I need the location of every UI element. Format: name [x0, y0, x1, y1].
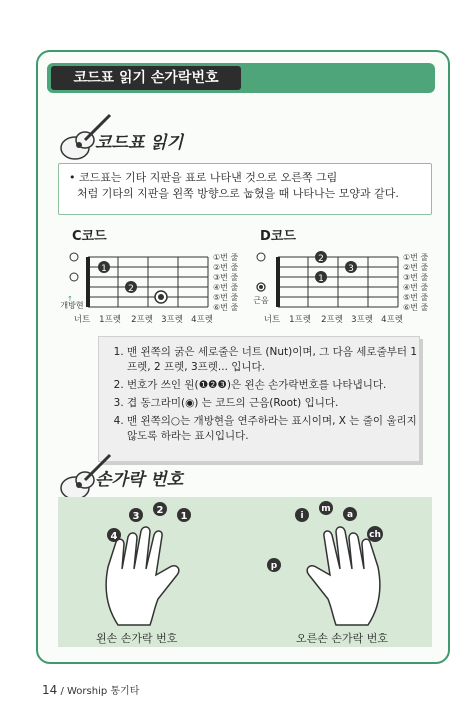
svg-text:②번 줄: ②번 줄: [403, 263, 429, 272]
root-label: 근음: [253, 296, 269, 305]
svg-text:④번 줄: ④번 줄: [213, 283, 239, 292]
svg-text:③번 줄: ③번 줄: [213, 273, 239, 282]
left-hand-label: 왼손 손가락 번호: [96, 632, 178, 645]
right-hand-label: 오른손 손가락 번호: [296, 632, 389, 645]
svg-text:너트: 너트: [73, 315, 91, 325]
page-number: 14: [42, 683, 58, 697]
footer-text: / Worship 통기타: [57, 686, 140, 697]
note-item: 2. 번호가 쓰인 원(❶❷❸)은 왼손 손가락번호를 나타냅니다.: [127, 378, 419, 393]
chord-name-d: D코드: [260, 229, 296, 244]
finger-number: 1: [318, 274, 324, 284]
open-string-label: 개방현: [60, 301, 84, 310]
svg-text:⑤번 줄: ⑤번 줄: [403, 293, 429, 302]
finger-3-icon: 3: [132, 511, 140, 522]
svg-text:3프렛: 3프렛: [351, 315, 373, 325]
svg-text:④번 줄: ④번 줄: [403, 283, 429, 292]
intro-line-2: 처럼 기타의 지판을 왼쪽 방향으로 눕혔을 때 나타나는 모양과 같다.: [77, 187, 399, 200]
finger-2-icon: 2: [156, 505, 164, 516]
hands-illustration: [58, 497, 432, 647]
section-finger-numbers: 손가락 번호: [95, 470, 184, 490]
svg-text:너트: 너트: [263, 315, 281, 325]
note-item: 3. 겹 동그라미(◉) 는 코드의 근음(Root) 입니다.: [127, 396, 419, 411]
svg-text:4프렛: 4프렛: [381, 315, 403, 325]
finger-4-icon: 4: [110, 531, 118, 542]
svg-text:②번 줄: ②번 줄: [213, 263, 239, 272]
svg-text:③번 줄: ③번 줄: [403, 273, 429, 282]
svg-text:①번 줄: ①번 줄: [403, 253, 429, 262]
svg-text:①번 줄: ①번 줄: [213, 253, 239, 262]
open-string-mark: [70, 253, 78, 261]
finger-number: 3: [348, 264, 354, 274]
finger-p-icon: p: [270, 561, 278, 571]
svg-text:2프렛: 2프렛: [131, 315, 153, 325]
note-item: 1. 맨 왼쪽의 굵은 세로줄은 너트 (Nut)이며, 그 다음 세로줄부터 1프렛, 2 프렛, 3프렛... 입니다.: [127, 345, 419, 375]
svg-text:⑥번 줄: ⑥번 줄: [213, 303, 239, 312]
page-footer: [42, 682, 139, 697]
intro-line-1: • 코드표는 기타 지판을 표로 나타낸 것으로 오른쪽 그림: [69, 171, 338, 184]
svg-text:3프렛: 3프렛: [161, 315, 183, 325]
notes-box: [98, 336, 420, 462]
svg-text:4프렛: 4프렛: [191, 315, 213, 325]
svg-text:2프렛: 2프렛: [321, 315, 343, 325]
svg-text:1프렛: 1프렛: [289, 315, 311, 325]
chord-diagram-c: [58, 245, 248, 330]
open-string-mark: [257, 253, 265, 261]
finger-number: 2: [318, 254, 324, 264]
finger-1-icon: 1: [180, 511, 188, 522]
right-hand-icon: [307, 527, 380, 625]
finger-a-icon: a: [346, 510, 354, 520]
svg-text:1프렛: 1프렛: [99, 315, 121, 325]
finger-m-icon: m: [321, 504, 331, 514]
section-chord-reading: 코드표 읽기: [95, 133, 184, 153]
chord-name-c: C코드: [72, 229, 107, 244]
svg-text:↑: ↑: [67, 295, 73, 303]
open-string-mark: [70, 273, 78, 281]
svg-text:⑥번 줄: ⑥번 줄: [403, 303, 429, 312]
finger-number: 2: [128, 284, 134, 294]
finger-i-icon: i: [300, 511, 304, 521]
chord-diagram-d: [248, 245, 443, 330]
note-item: 4. 맨 왼쪽의○는 개방현을 연주하라는 표시이며, X 는 줄이 울리지 않도록 하라는 표시입니다.: [127, 414, 419, 444]
svg-text:⑤번 줄: ⑤번 줄: [213, 293, 239, 302]
page-title: 코드표 읽기 손가락번호: [51, 66, 241, 90]
intro-note: [58, 163, 432, 215]
finger-number: 1: [101, 264, 107, 274]
finger-ch-icon: ch: [369, 530, 381, 540]
